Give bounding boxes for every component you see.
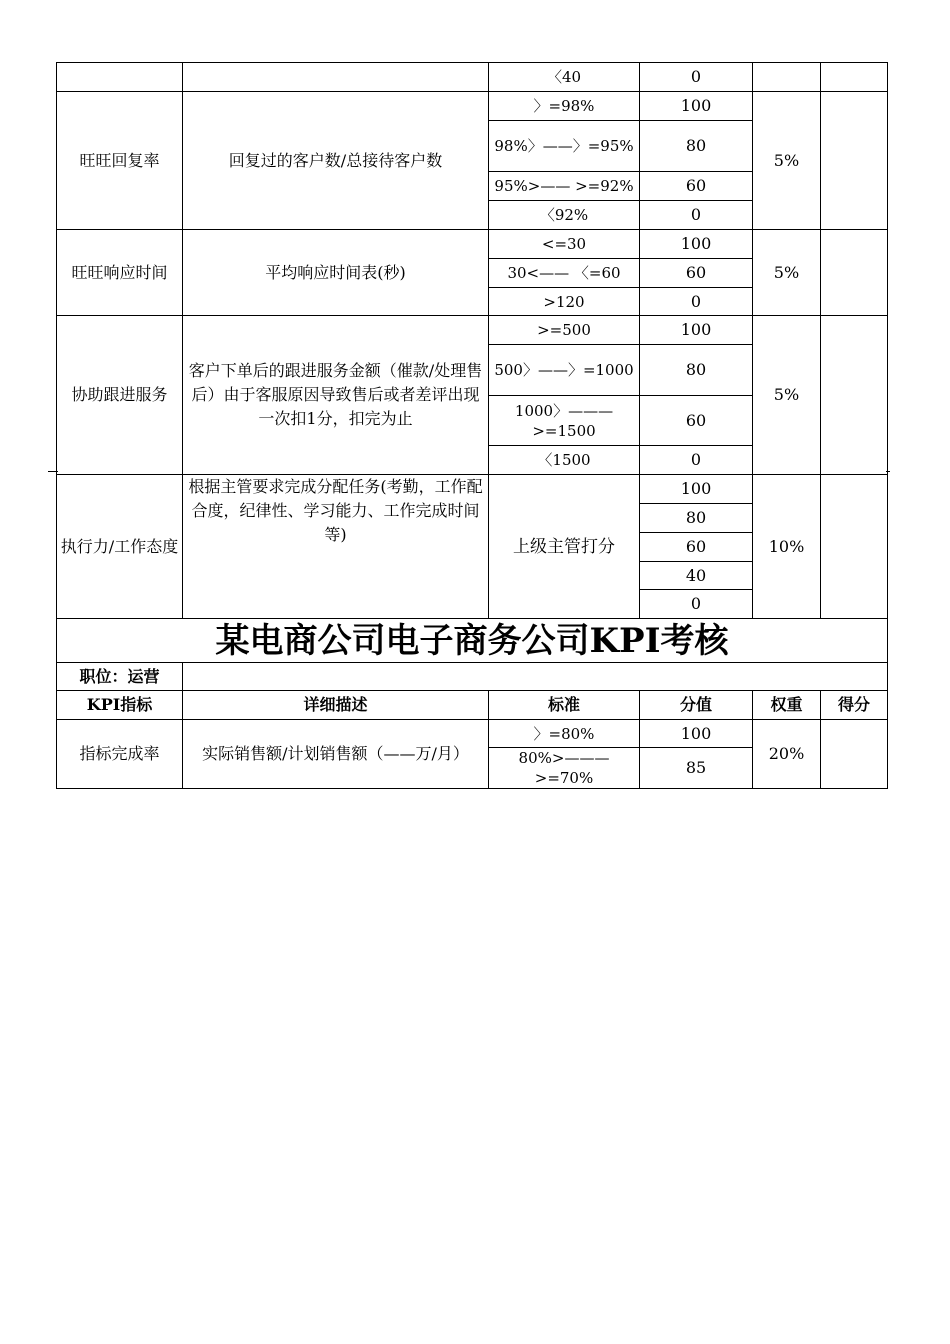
indicator-cell: 执行力/工作态度 xyxy=(57,475,183,619)
standard-cell: <=30 xyxy=(489,230,640,259)
score-cell: 0 xyxy=(640,63,753,92)
result-cell xyxy=(821,230,888,316)
column-header: KPI指标 xyxy=(57,691,183,720)
result-cell xyxy=(821,63,888,92)
score-cell: 80 xyxy=(640,504,753,533)
score-cell: 60 xyxy=(640,172,753,201)
standard-cell: 500〉——〉=1000 xyxy=(489,345,640,396)
table-row xyxy=(57,619,888,663)
table-row xyxy=(57,316,888,345)
column-header: 权重 xyxy=(753,691,821,720)
standard-cell: 上级主管打分 xyxy=(489,475,640,619)
column-header: 分值 xyxy=(640,691,753,720)
weight-cell: 10% xyxy=(753,475,821,619)
standard-cell: 〉=98% xyxy=(489,92,640,121)
indicator-cell xyxy=(57,63,183,92)
weight-cell: 20% xyxy=(753,720,821,789)
result-cell xyxy=(821,316,888,475)
standard-cell: 80%>———>=70% xyxy=(489,748,640,789)
column-header: 详细描述 xyxy=(183,691,489,720)
indicator-cell: 旺旺回复率 xyxy=(57,92,183,230)
standard-cell: 〈92% xyxy=(489,201,640,230)
score-cell: 40 xyxy=(640,562,753,590)
result-cell xyxy=(821,475,888,619)
score-cell: 0 xyxy=(640,590,753,619)
table-row xyxy=(57,475,888,504)
indicator-cell: 协助跟进服务 xyxy=(57,316,183,475)
description-cell: 客户下单后的跟进服务金额（催款/处理售后）由于客服原因导致售后或者差评出现一次扣1分，扣完为止 xyxy=(183,316,489,475)
score-cell: 100 xyxy=(640,720,753,748)
table-row xyxy=(57,663,888,691)
indicator-cell: 指标完成率 xyxy=(57,720,183,789)
score-cell: 80 xyxy=(640,121,753,172)
weight-cell: 5% xyxy=(753,316,821,475)
description-cell: 根据主管要求完成分配任务(考勤，工作配合度，纪律性、学习能力、工作完成时间等) xyxy=(183,475,489,619)
score-cell: 0 xyxy=(640,288,753,316)
standard-cell: 30<—— 〈=60 xyxy=(489,259,640,288)
score-cell: 100 xyxy=(640,92,753,121)
score-cell: 0 xyxy=(640,446,753,475)
table-row xyxy=(57,720,888,748)
result-cell xyxy=(821,720,888,789)
table-header-row xyxy=(57,691,888,720)
standard-cell: 95%>—— >=92% xyxy=(489,172,640,201)
weight-cell: 5% xyxy=(753,230,821,316)
score-cell: 60 xyxy=(640,396,753,446)
score-cell: 60 xyxy=(640,533,753,562)
position-value-cell xyxy=(183,663,888,691)
score-cell: 100 xyxy=(640,316,753,345)
score-cell: 60 xyxy=(640,259,753,288)
score-cell: 85 xyxy=(640,748,753,789)
table-row xyxy=(57,230,888,259)
kpi-table xyxy=(56,62,888,789)
weight-cell: 5% xyxy=(753,92,821,230)
column-header: 标准 xyxy=(489,691,640,720)
score-cell: 0 xyxy=(640,201,753,230)
standard-cell: 〈40 xyxy=(489,63,640,92)
description-cell xyxy=(183,63,489,92)
standard-cell: >120 xyxy=(489,288,640,316)
table-row xyxy=(57,92,888,121)
score-cell: 100 xyxy=(640,475,753,504)
indicator-cell: 旺旺响应时间 xyxy=(57,230,183,316)
standard-cell: 〉=80% xyxy=(489,720,640,748)
standard-cell: 98%〉——〉=95% xyxy=(489,121,640,172)
standard-cell: >=500 xyxy=(489,316,640,345)
standard-cell: 1000〉———>=1500 xyxy=(489,396,640,446)
score-cell: 100 xyxy=(640,230,753,259)
column-header: 得分 xyxy=(821,691,888,720)
table-row xyxy=(57,63,888,92)
result-cell xyxy=(821,92,888,230)
position-label: 职位：运营 xyxy=(57,663,183,691)
standard-cell: 〈1500 xyxy=(489,446,640,475)
description-cell: 回复过的客户数/总接待客户数 xyxy=(183,92,489,230)
weight-cell xyxy=(753,63,821,92)
description-cell: 实际销售额/计划销售额（——万/月） xyxy=(183,720,489,789)
description-cell: 平均响应时间表(秒) xyxy=(183,230,489,316)
score-cell: 80 xyxy=(640,345,753,396)
page-title: 某电商公司电子商务公司KPI考核 xyxy=(57,619,888,663)
